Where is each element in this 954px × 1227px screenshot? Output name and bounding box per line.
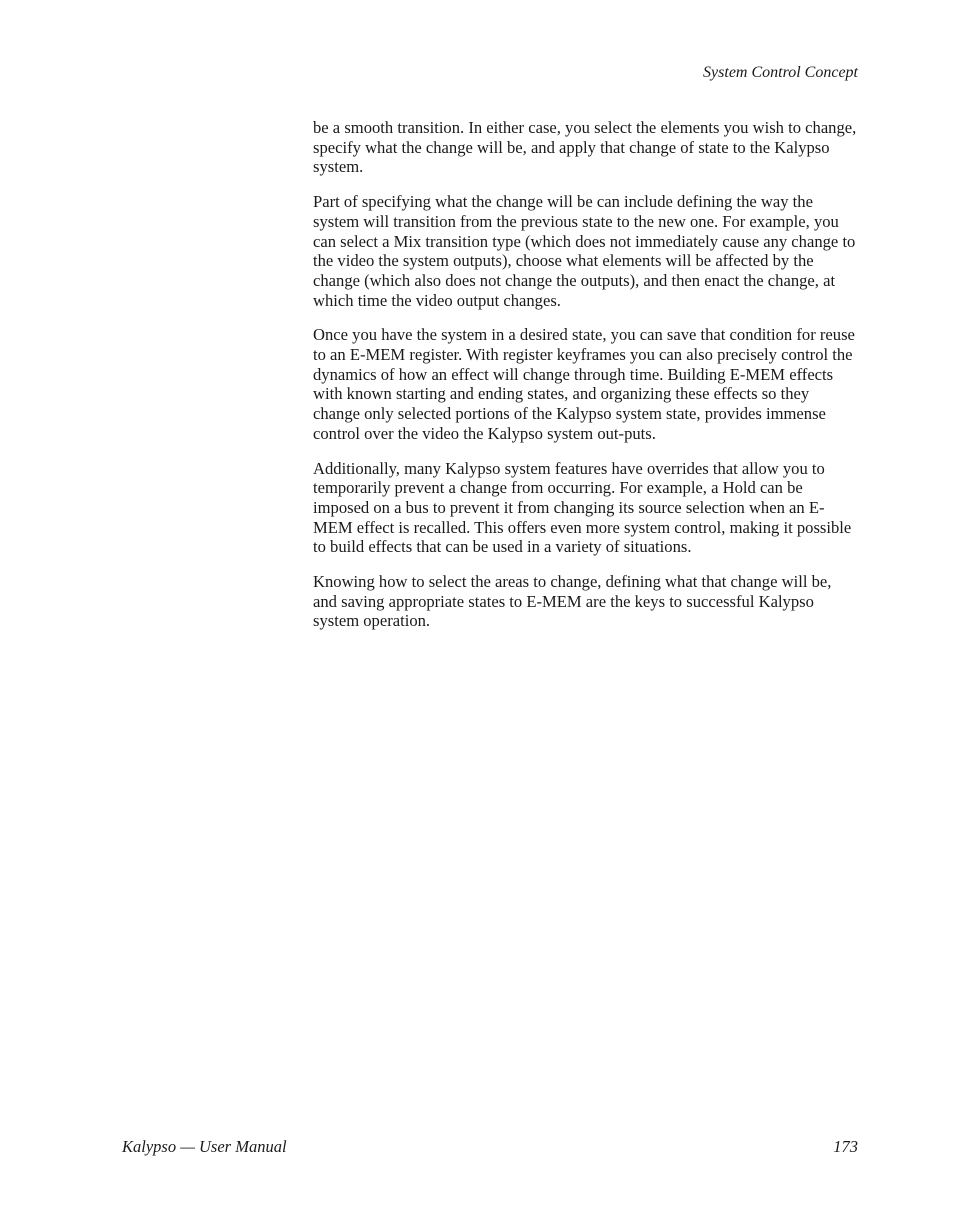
- paragraph-5: Knowing how to select the areas to change, defining what that change will be, and saving appropriate states to E-MEM are the keys to successful Kalypso system operation.: [313, 572, 832, 631]
- paragraph-2: Part of specifying what the change will be can include defining the way the system will transition from the previous state to the new one. For example, you can select a Mix transition type (which does not immediately cause any change to the video the system outputs), choose what elements will be affected by the change (which also does not change the outputs), and then enact the change, at which time the video output changes.: [313, 192, 856, 310]
- body-text: [313, 118, 858, 646]
- paragraph-3: Once you have the system in a desired state, you can save that condition for reuse to an E-MEM register. With register keyframes you can also precisely control the dynamics of how an effect will change through time. Building E-MEM effects with known starting and ending states, and organizing these effects so they change only selected portions of the Kalypso system state, provides immense control over the video the Kalypso system out-puts.: [313, 325, 855, 443]
- page-number: 173: [833, 1137, 858, 1156]
- paragraph-1: be a smooth transition. In either case, you select the elements you wish to change, specify what the change will be, and apply that change of state to the Kalypso system.: [313, 118, 857, 177]
- footer-manual-title: Kalypso — User Manual: [122, 1137, 287, 1156]
- paragraph-4: Additionally, many Kalypso system features have overrides that allow you to temporarily prevent a change from occurring. For example, a Hold can be imposed on a bus to prevent it from changing its source selection when an E-MEM effect is recalled. This offers even more system control, making it possible to build effects that can be used in a variety of situations.: [313, 458, 852, 557]
- running-header: System Control Concept: [703, 64, 858, 81]
